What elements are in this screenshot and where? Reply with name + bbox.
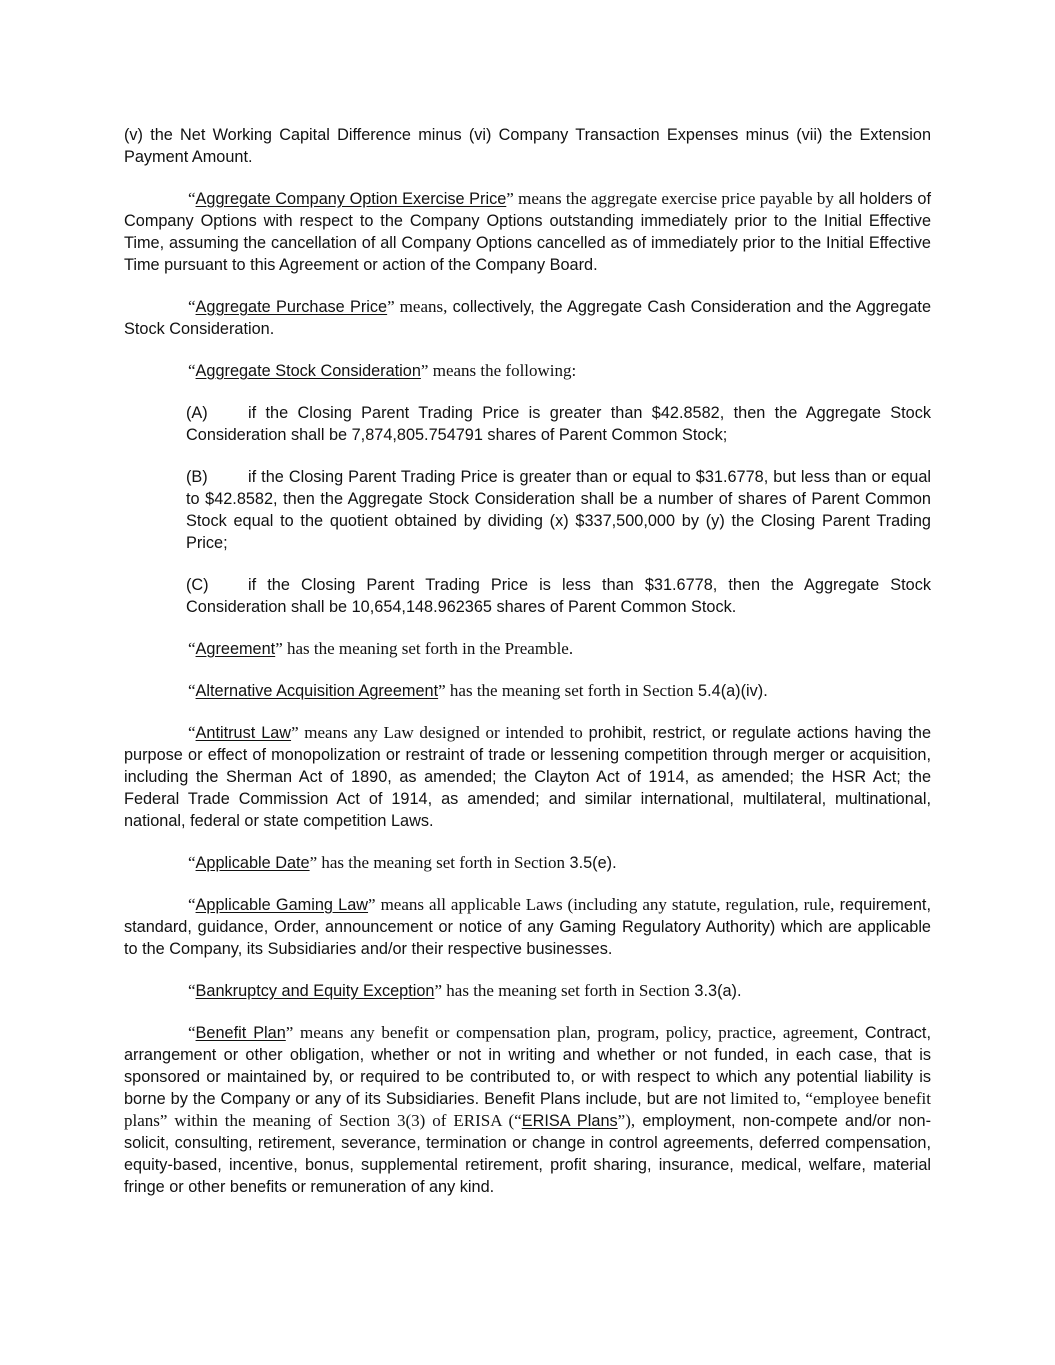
open-quote: “ <box>188 895 196 914</box>
defined-term-erisa-plans: ERISA Plans <box>521 1112 618 1130</box>
defined-term: Alternative Acquisition Agreement <box>195 682 439 700</box>
definition-body-serif: limited to, “employee benefit plans” within the meaning of Section 3(3) of ERISA (“ <box>124 1089 931 1130</box>
continuation-paragraph: (v) the Net Working Capital Difference minus (vi) Company Transaction Expenses minus (vii) the Extension Payment Amount. <box>124 126 931 166</box>
section-reference: 3.5(e). <box>565 854 617 872</box>
open-quote: “ <box>188 1023 196 1042</box>
open-quote: “ <box>188 723 196 742</box>
clause-label: (C) <box>186 576 209 594</box>
definition-lead: ” means the following: <box>420 361 577 380</box>
definition-agreement <box>124 638 931 660</box>
definition-aggregate-company-option-exercise-price <box>124 188 931 276</box>
section-reference: 5.4(a)(iv). <box>693 682 768 700</box>
defined-term: Aggregate Company Option Exercise Price <box>195 190 507 208</box>
definition-lead: ” has the meaning set forth in Section <box>434 981 690 1000</box>
clause-b <box>186 466 931 554</box>
open-quote: “ <box>188 297 196 316</box>
defined-term: Applicable Date <box>195 854 310 872</box>
section-reference: 3.3(a). <box>689 982 742 1000</box>
open-quote: “ <box>188 981 196 1000</box>
definition-body: Contract, arrangement or other obligation, whether or not in writing and whether or not funded, in each case, that is sponsored or maintained by, or required to be contributed to, or with respect to which any potential liability is borne by the Company or any of its Subsidiaries. Benefit Plans include, but are not <box>124 1024 931 1108</box>
defined-term: Aggregate Purchase Price <box>195 298 388 316</box>
defined-term: Benefit Plan <box>195 1024 286 1042</box>
definition-body-tail: employment, non-compete and/or non-solicit, consulting, retirement, severance, termination or change in control agreements, deferred compensation, equity-based, incentive, bonus, supplemental retirement, profit sharing, insurance, medical, welfare, material fringe or other benefits or remuneration of any kind. <box>124 1112 931 1196</box>
clause-text: if the Closing Parent Trading Price is greater than or equal to $31.6778, but less than or equal to $42.8582, then the Aggregate Stock Consideration shall be a number of shares of Parent Common Stock equal to the quotient obtained by dividing (x) $337,500,000 by (y) the Closing Parent Trading Price; <box>186 468 931 552</box>
definition-body: requirement, standard, guidance, Order, announcement or notice of any Gaming Regulatory Authority) which are applicable to the Company, its Subsidiaries and/or their respective businesses. <box>124 896 931 958</box>
definition-aggregate-purchase-price <box>124 296 931 340</box>
definition-alternative-acquisition-agreement <box>124 680 931 702</box>
definition-applicable-date <box>124 852 931 874</box>
definition-benefit-plan <box>124 1022 931 1198</box>
definition-lead: ” has the meaning set forth in the Preamble. <box>275 639 574 658</box>
open-quote: “ <box>188 189 196 208</box>
defined-term: Agreement <box>195 640 276 658</box>
definition-lead: ” means, <box>387 297 448 316</box>
clause-a <box>186 402 931 446</box>
definition-lead: ” has the meaning set forth in Section <box>309 853 566 872</box>
defined-term: Applicable Gaming Law <box>195 896 369 914</box>
definition-body: all holders of Company Options with respect to the Company Options outstanding immediately prior to the Initial Effective Time, assuming the cancellation of all Company Options cancelled as of immediately prior to the Initial Effective Time pursuant to this Agreement or action of the Company Board. <box>124 190 931 274</box>
definition-lead: ” has the meaning set forth in Section <box>438 681 694 700</box>
clause-label: (B) <box>186 468 208 486</box>
definition-body: prohibit, restrict, or regulate actions having the purpose or effect of monopolization or restraint of trade or lessening competition through merger or acquisition, including the Sherman Act of 1890, as amended; the Clayton Act of 1914, as amended; the HSR Act; the Federal Trade Commission Act of 1914, as amended; and similar international, multilateral, multinational, national, federal or state competition Laws. <box>124 724 931 830</box>
clause-c <box>186 574 931 618</box>
definition-lead: ” means all applicable Laws (including any statute, regulation, rule, <box>368 895 835 914</box>
definition-body: collectively, the Aggregate Cash Consideration and the Aggregate Stock Consideration. <box>124 298 931 338</box>
clause-text: if the Closing Parent Trading Price is greater than $42.8582, then the Aggregate Stock Consideration shall be 7,874,805.754791 shares of Parent Common Stock; <box>186 404 931 444</box>
definition-applicable-gaming-law <box>124 894 931 960</box>
open-quote: “ <box>188 681 196 700</box>
definition-bankruptcy-and-equity-exception <box>124 980 931 1002</box>
clause-text: if the Closing Parent Trading Price is less than $31.6778, then the Aggregate Stock Consideration shall be 10,654,148.962365 shares of Parent Common Stock. <box>186 576 931 616</box>
clause-label: (A) <box>186 404 208 422</box>
defined-term: Bankruptcy and Equity Exception <box>195 982 435 1000</box>
open-quote: “ <box>188 361 196 380</box>
definition-antitrust-law <box>124 722 931 832</box>
defined-term: Antitrust Law <box>195 724 292 742</box>
close-quote: ”), <box>617 1111 636 1130</box>
defined-term: Aggregate Stock Consideration <box>195 362 421 380</box>
definition-lead: ” means the aggregate exercise price payable by <box>506 189 834 208</box>
definition-lead: ” means any benefit or compensation plan, program, policy, practice, agreement, <box>285 1023 858 1042</box>
open-quote: “ <box>188 853 196 872</box>
definition-aggregate-stock-consideration <box>124 360 931 382</box>
open-quote: “ <box>188 639 196 658</box>
definition-lead: ” means any Law designed or intended to <box>291 723 583 742</box>
